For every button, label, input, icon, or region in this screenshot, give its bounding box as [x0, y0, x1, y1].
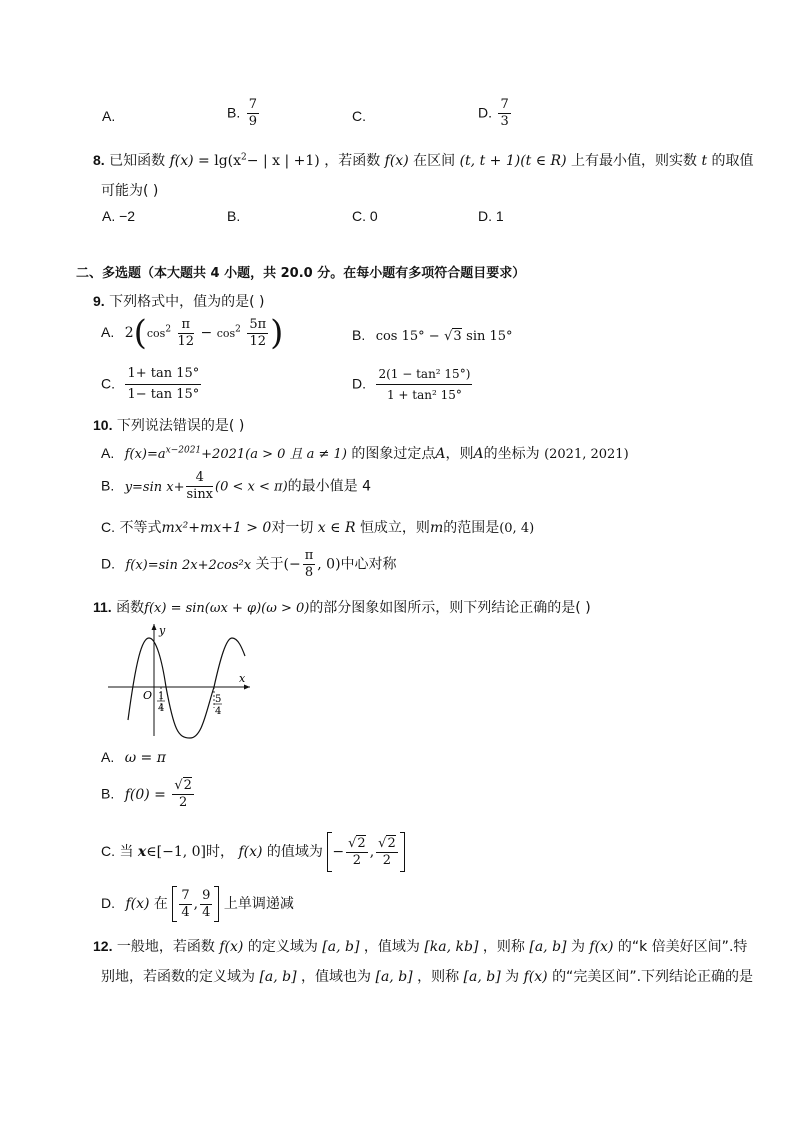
q7-option-c: C.: [352, 108, 366, 124]
q12-number: 12.: [93, 938, 113, 954]
q10-b-fraction: [186, 470, 213, 503]
q11-a-expr: ω = π: [124, 750, 166, 766]
q9-a-frac1: [178, 317, 195, 350]
q9-a-pi: π: [178, 317, 195, 334]
q10-d-label: D.: [101, 555, 115, 572]
q12-l2b: ，值域也为: [301, 969, 372, 985]
q7-d-num: 7: [500, 97, 509, 112]
q11-c-den2: 2: [382, 852, 392, 868]
q9-a-minus: −: [200, 325, 213, 341]
q7-option-d-fraction: [498, 97, 510, 130]
q8-option-d: D. 1: [478, 208, 504, 224]
q10-c-in: x ∈ R: [317, 520, 356, 536]
q12-l1a: 一般地，若函数: [116, 939, 215, 955]
q9-c-num: 1+ tan 15°: [125, 364, 201, 385]
q11-c-comma: ,: [369, 844, 375, 860]
q10-b-den: sinx: [186, 487, 214, 502]
q12-line2: [101, 966, 753, 986]
q9-a-5pi: 5π: [249, 316, 267, 332]
q11-option-d: [101, 886, 294, 922]
q8-eq2: − | x | +1): [246, 153, 320, 169]
q11-c-root2: 2: [387, 835, 396, 851]
q7-option-a: A.: [102, 108, 116, 124]
q10-a-A2: A: [473, 446, 484, 462]
q11-number: 11.: [93, 599, 112, 615]
q10-b-text: 的最小值是 4: [287, 478, 371, 495]
q12-l1b: 的定义域为: [247, 939, 318, 955]
q12-l2a: 别地，若函数的定义域为: [101, 969, 255, 985]
q7-option-d-label: D.: [478, 104, 492, 121]
q9-option-c: [101, 364, 203, 405]
q10-d-close: , 0): [317, 556, 341, 573]
q10-a-text: 的图象过定点: [351, 446, 436, 462]
q9-b-expr1: cos 15° −: [375, 329, 440, 344]
q12-l1-kakb: [ka, kb]: [424, 939, 479, 955]
q10-c-text4: 的范围是: [443, 520, 500, 536]
q12-l2-ab3: [a, b]: [463, 969, 501, 985]
q10-a-text2: ，则: [445, 446, 474, 462]
q8-option-a: A. −2: [102, 208, 136, 224]
q9-c-den: 1− tan 15°: [127, 387, 200, 402]
q8-t: t: [701, 153, 708, 169]
q10-d-open: (−: [283, 556, 301, 573]
q7-b-num: 7: [248, 97, 257, 112]
q10-a-exp: x−2021: [165, 445, 202, 456]
q11-d-rbracket: [214, 886, 219, 922]
q10-c-text3: 恒成立，则: [359, 520, 430, 536]
q10-a-coord: (2021, 2021): [544, 447, 629, 462]
q8-fx2: f(x): [384, 153, 409, 169]
q11-c-den1: 2: [352, 852, 362, 868]
q9-a-12b: 12: [249, 333, 266, 349]
tick2-num: 5: [215, 694, 222, 705]
q11-d-lbracket: [172, 886, 177, 922]
q11-b-num: √2: [174, 778, 192, 793]
q8-text5: 的取值: [711, 153, 754, 169]
q11-d-n1: 7: [181, 887, 190, 903]
q9-c-fraction: [125, 364, 201, 405]
q9-b-label: B.: [352, 327, 366, 343]
q11-sine-graph: [104, 620, 254, 740]
q12-l1e: 为: [570, 939, 585, 955]
q8-text4: 上有最小值，则实数: [571, 153, 697, 169]
q11-d-text2: 上单调递减: [223, 896, 294, 912]
q7-b-den: 9: [248, 114, 257, 129]
q9-a-sq2: 2: [235, 324, 241, 335]
q9-d-label: D.: [352, 375, 366, 392]
q12-l1d: ，则称: [482, 939, 525, 955]
q10-a-expr2: +2021(a > 0 且 a ≠ 1): [201, 447, 347, 462]
q11-c-text1: 当: [119, 844, 134, 860]
q10-c-m: m: [429, 520, 444, 536]
q9-b-root-value: 3: [453, 329, 462, 344]
x-axis-label: x: [239, 672, 246, 685]
q11-d-frac1: [179, 888, 191, 921]
q11-c-root1: 2: [357, 835, 366, 851]
q10-a-text3: 的坐标为: [483, 446, 540, 462]
q11-d-label: D.: [101, 895, 115, 911]
q12-l1f: 的“k 倍美好区间”.特: [617, 939, 748, 955]
q12-l2-fx: f(x): [523, 969, 548, 985]
q9-d-den: 1 + tan² 15°: [386, 388, 462, 402]
q10-option-c: [101, 517, 534, 537]
q9-a-cos2: cos: [216, 327, 236, 340]
q10-c-range: (0, 4): [499, 521, 535, 536]
q9-a-frac2: [247, 317, 268, 350]
q11-d-d2: 4: [202, 904, 211, 920]
q12-l1c: ，值域为: [363, 939, 420, 955]
q11-d-text1: 在: [153, 896, 168, 912]
tick1-den: 4: [158, 703, 165, 714]
q12-line1: [93, 936, 747, 956]
q11-b-fraction: [172, 778, 194, 811]
q12-l1-ab2: [a, b]: [529, 939, 567, 955]
q11-expr: f(x) = sin(ωx + φ)(ω > 0): [144, 601, 310, 616]
section-heading: 二、多选题（本大题共 4 小题，共 20.0 分。在每小题有多项符合题目要求）: [76, 266, 526, 281]
q12-l2d: 为: [505, 969, 520, 985]
q7-option-d: [478, 97, 513, 130]
q8-fx: f(x): [169, 153, 194, 169]
q10-b-range: (0 < x < π): [215, 479, 288, 495]
q10-d-num: π: [304, 548, 314, 563]
q10-option-a: [101, 443, 629, 463]
q10-option-d: [101, 548, 397, 581]
q9-option-d: [352, 364, 474, 405]
q8-option-c: C. 0: [352, 208, 378, 224]
q8-text1: 已知函数: [109, 153, 166, 169]
q8-text2: ，若函数: [324, 153, 381, 169]
q10-d-text1: 关于: [255, 556, 284, 573]
q10-number: 10.: [93, 417, 113, 433]
q11-stem: [93, 597, 591, 617]
q9-a-two: 2: [124, 325, 134, 341]
q10-b-num: 4: [186, 470, 213, 487]
q11-d-comma: ,: [193, 896, 199, 912]
q8-text3: 在区间: [413, 153, 456, 169]
q10-a-label: A.: [101, 445, 115, 461]
q11-option-c: [101, 832, 405, 872]
q10-d-expr: f(x)=sin 2x+2cos²x: [125, 557, 252, 573]
q11-option-b: [101, 778, 196, 811]
q8-line2: 可能为( ): [101, 183, 159, 199]
q12-l1-ab: [a, b]: [322, 939, 360, 955]
q11-d-frac2: [200, 888, 212, 921]
q11-c-num2: √2: [378, 835, 396, 851]
q9-a-sq1: 2: [165, 324, 172, 335]
tick1-num: 1: [158, 691, 165, 702]
q9-stem-text: 下列格式中，值为的是( ): [109, 294, 265, 310]
q8-interval: (t, t + 1)(t ∈ R): [459, 153, 567, 169]
q9-b-root: √3: [444, 329, 462, 344]
q12-l2-ab: [a, b]: [259, 969, 297, 985]
q11-c-num1: √2: [348, 835, 366, 851]
q9-d-num: 2(1 − tan² 15°): [376, 364, 472, 385]
q11-c-fx: f(x): [238, 844, 263, 860]
q10-stem-text: 下列说法错误的是( ): [116, 418, 245, 434]
sine-curve: [128, 638, 245, 738]
q8-number: 8.: [93, 152, 105, 168]
q11-b-root: 2: [183, 778, 192, 793]
q11-d-fx: f(x): [125, 896, 150, 912]
q10-c-label: C.: [101, 519, 115, 535]
q9-a-label: A.: [101, 324, 115, 340]
q11-b-expr: f(0) =: [124, 786, 166, 803]
q7-option-b: [227, 97, 261, 130]
q12-l2e: 的“完美区间”.下列结论正确的是: [552, 969, 754, 985]
q10-d-fraction: [303, 548, 316, 581]
origin-label: O: [143, 689, 153, 702]
q11-c-frac2: [376, 836, 398, 869]
q11-option-a: [101, 749, 166, 766]
q11-a-label: A.: [101, 749, 115, 765]
q12-l2-ab2: [a, b]: [375, 969, 413, 985]
q11-b-label: B.: [101, 785, 115, 802]
q7-option-b-label: B.: [227, 104, 241, 121]
x-axis-arrow: [244, 685, 250, 690]
q11-c-x: x: [137, 844, 147, 860]
q9-a-cos1: cos: [146, 327, 166, 340]
q9-stem: [93, 291, 265, 311]
q11-c-rbracket: [400, 832, 405, 872]
q12-l1-fx2: f(x): [589, 939, 614, 955]
q8-option-b: B.: [227, 208, 241, 224]
q11-d-d1: 4: [181, 904, 190, 920]
q10-d-text2: 中心对称: [340, 556, 397, 573]
q9-a-rparen: ): [270, 313, 284, 353]
q10-option-b: [101, 470, 371, 503]
q10-c-text1: 不等式: [119, 520, 162, 536]
q10-b-label: B.: [101, 477, 115, 494]
y-axis-arrow: [152, 624, 157, 630]
q8-stem: [93, 150, 754, 170]
q9-c-label: C.: [101, 375, 115, 392]
q11-stem1: 函数: [116, 600, 145, 616]
q9-number: 9.: [93, 293, 105, 309]
q9-a-lparen: (: [133, 313, 147, 353]
q11-c-range: ∈[−1, 0]: [146, 844, 206, 860]
q12-l1-fx: f(x): [219, 939, 244, 955]
q11-b-den: 2: [178, 795, 188, 810]
y-axis-label: y: [159, 624, 166, 637]
q10-b-expr: y=sin x+: [124, 479, 185, 495]
q10-stem: [93, 415, 244, 435]
q11-c-text2: 时，: [206, 844, 234, 860]
q9-d-fraction: [376, 364, 472, 405]
q11-c-frac1: [346, 836, 368, 869]
q9-a-12a: 12: [177, 333, 195, 349]
q9-option-a: [101, 313, 284, 353]
q11-d-n2: 9: [202, 887, 211, 903]
q12-l2c: ，则称: [417, 969, 460, 985]
q9-b-expr2: sin 15°: [466, 329, 513, 344]
q11-stem2: 的部分图象如图所示，则下列结论正确的是( ): [309, 600, 591, 616]
q10-c-expr: mx²+mx+1 > 0: [161, 520, 272, 536]
q10-d-den: 8: [304, 565, 314, 580]
q11-c-label: C.: [101, 843, 115, 859]
q10-a-expr: f(x)=a: [124, 447, 166, 462]
q11-c-text3: 的值域为: [266, 844, 323, 860]
q8-sq: 2: [241, 152, 247, 163]
q10-a-A: A: [435, 446, 446, 462]
q9-option-b: [352, 327, 513, 344]
q7-option-b-fraction: [247, 97, 259, 130]
tick2-den: 4: [215, 706, 222, 717]
q8-eq: = lg(x: [193, 153, 242, 169]
q10-c-text2: 对一切: [271, 520, 314, 536]
q7-d-den: 3: [500, 114, 509, 129]
q11-c-minus: −: [332, 844, 345, 860]
